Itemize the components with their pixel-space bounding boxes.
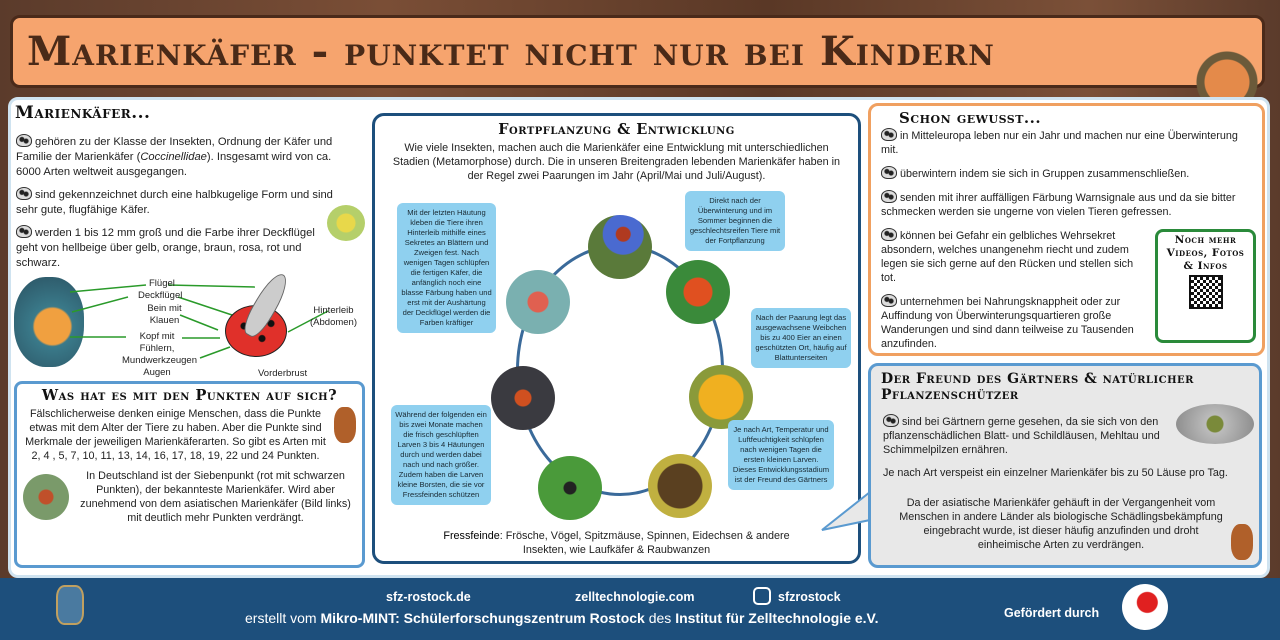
center-intro: Wie viele Insekten, machen auch die Marienkäfer eine Entwicklung mit unterschiedlichen Stadien (Metamorphose) durch. Die in unseren Breitengraden lebenden Marienkäfer haben in der Regel zwei Paarungen im Jahr (April/Mai und Juli/August). [392,142,841,182]
asian-ladybug-photo [23,474,69,520]
stage-photo-larva-leaf [538,456,602,520]
label-deckfluegel: Deckflügel [138,290,183,301]
fact-item: werden 1 bis 12 mm groß und die Farbe ihrer Deckflügel geht von hellbeige über gelb, orange, braun, rosa, rot und schwarz. [16,227,315,269]
freund-box [868,363,1262,568]
freund-text-3: Da der asiatische Marienkäfer gehäuft in der Vergangenheit vom Menschen in andere Länder als biologische Schädlingsbekämpfung eingebracht wurde, ist dieser häufig anzufinden und droht einheimische Arten zu verdrängen. [899,497,1223,551]
label-kopf: Kopf mit Fühlern, Mundwerkzeugen Augen [122,331,197,378]
left-facts [16,134,351,271]
aphid-photo [1176,404,1254,444]
center-heading: Fortpflanzung & Entwicklung [498,121,735,138]
ladybug-icon [881,190,897,203]
footer-credit: erstellt vom Mikro-MINT: Schülerforschungszentrum Rostock des Institut für Zelltechnologie e.V. [245,610,879,626]
ladybug-icon [16,134,32,147]
stage-photo-adult [588,215,652,279]
ladybug-icon [881,228,897,241]
qr-label: Noch mehr Videos, Fotos & Infos [1166,234,1245,272]
instagram-icon[interactable] [753,587,771,605]
link-sfz-rostock[interactable]: sfz-rostock.de [386,590,471,604]
ladybug-icon [883,414,899,427]
stage-photo-larvae [648,454,712,518]
yellow-ladybug-photo [327,205,365,241]
punkte-box [14,381,365,568]
stage-photo-mating [666,260,730,324]
gewusst-box [868,103,1265,356]
fact-item: gehören zu der Klasse der Insekten, Ordnung der Käfer und Familie der Marienkäfer (Coccinellidae). Insgesamt wird von ca. 6000 Arten weltweit ausgegangen. [16,136,333,178]
badge-logo [56,585,84,625]
freund-heading: Der Freund des Gärtners & natürlicher Pflanzenschützer [881,371,1194,403]
qr-box[interactable] [1155,229,1256,343]
ladybug-icon [881,128,897,141]
ladybug-icon [16,187,32,200]
freund-text-2: Je nach Art verspeist ein einzelner Marienkäfer bis zu 50 Läuse pro Tag. [883,467,1228,479]
punkte-heading: Was hat es mit den Punkten auf sich? [41,387,338,404]
speech-pointer [820,490,872,540]
link-zelltechnologie[interactable]: zelltechnologie.com [575,590,695,604]
beaver-mascot [334,407,356,443]
fressfeinde-text: Fressfeinde: Frösche, Vögel, Spitzmäuse, Spinnen, Eidechsen & andere Insekten, wie Laufkäfer & Raubwanzen [443,530,790,556]
stage-info-3: Je nach Art, Temperatur und Luftfeuchtigkeit schlüpfen nach wenigen Tagen die ersten kleinen Larven. Dieses Entwicklungsstadium ist der Freund des Gärtners [728,420,834,490]
stage-photo-pupa [506,270,570,334]
stage-info-5: Mit der letzten Häutung kleben die Tiere ihren Hinterleib mithilfe eines Sekretes an Blättern und Zweigen fest. Nach wenigen Tagen schlüpfen die fertigen Käfer, die anfänglich noch eine blasse Färbung haben und erst mit der Aushärtung der Deckflügel werden die Farben kräftiger [397,203,496,333]
title-banner [10,15,1265,88]
left-heading: Marienkäfer... [15,103,151,123]
fact-item: senden mit ihrer auffälligen Färbung Warnsignale aus und da sie bitter schmecken werden sie ungerne von vielen Tieren gefressen. [881,192,1236,218]
sponsor-logo [1122,584,1168,630]
qr-code-icon[interactable] [1189,275,1223,309]
funded-label: Gefördert durch [1004,606,1100,620]
ladybug-icon [881,166,897,179]
beaver-warning-mascot [1231,524,1253,560]
ladybug-icon [16,225,32,238]
label-fluegel: Flügel [149,278,175,289]
page-title: Marienkäfer - punktet nicht nur bei Kindern [27,28,995,75]
fact-item: überwintern indem sie sich in Gruppen zusammenschließen. [881,166,1251,181]
fact-item: unternehmen bei Nahrungsknappheit oder zur Auffindung von Überwinterungsquartieren große Wanderungen und sind dann teilweise zu Tausenden anzufinden. [881,296,1134,350]
stage-info-2: Nach der Paarung legt das ausgewachsene Weibchen bis zu 400 Eier an einen geschützten Ort, häufig auf Blattunterseiten [751,308,851,368]
stage-info-4: Während der folgenden ein bis zwei Monate machen die frisch geschlüpften Larven 3 bis 4 Häutungen durch und werden dabei nach und nach größer. Zudem haben die Larven kleine Borsten, die sie vor Fressfeinden schützen [391,405,491,505]
ladybug-icon [881,294,897,307]
gewusst-heading: Schon gewusst... [899,109,1042,127]
label-bein: Bein mit Klauen [147,303,182,326]
punkte-text-2: In Deutschland ist der Siebenpunkt (rot mit schwarzen Punkten), der bekannteste Marienkäfer. Wird aber zunehmend von dem asiatischen Marienkäfer (Bild links) mit deutlich mehr Punkten verdrängt. [80,470,351,524]
stage-info-1: Direkt nach der Überwinterung und im Sommer beginnen die geschlechtsreifen Tiere mit der Fortpflanzung [685,191,785,251]
link-instagram[interactable]: sfzrostock [778,590,841,604]
fact-item: können bei Gefahr ein gelbliches Wehrsekret absondern, welches unangenehm riecht und zudem legen sie sich gerne auf den Rücken und stellen sich tot. [881,230,1134,284]
stage-photo-larva [491,366,555,430]
fact-item: sind gekennzeichnet durch eine halbkugelige Form und sind sehr gute, flugfähige Käfer. [16,189,333,216]
label-hinterleib: Hinterleib (Abdomen) [310,305,357,328]
label-vorderbrust: Vorderbrust [258,368,308,379]
fact-item: in Mitteleuropa leben nur ein Jahr und machen nur eine Überwinterung mit. [881,130,1238,156]
freund-text-1: sind bei Gärtnern gerne gesehen, da sie sich von den pflanzenschädlichen Blatt- und Schildläusen, Mehltau und Schimmelpilzen ernähren. [883,416,1160,456]
punkte-text-1: Fälschlicherweise denken einige Menschen, dass die Punkte etwas mit dem Alter der Tiere zu haben. Aber die Punkte sind Merkmale der jeweiligen Marienkäferarten. So gibt es Arten mit 2, 4 , 5, 7, 10, 11, 13, 14, 16, 17, 18, 19, 22 und 24 Punkten. [25,408,326,462]
